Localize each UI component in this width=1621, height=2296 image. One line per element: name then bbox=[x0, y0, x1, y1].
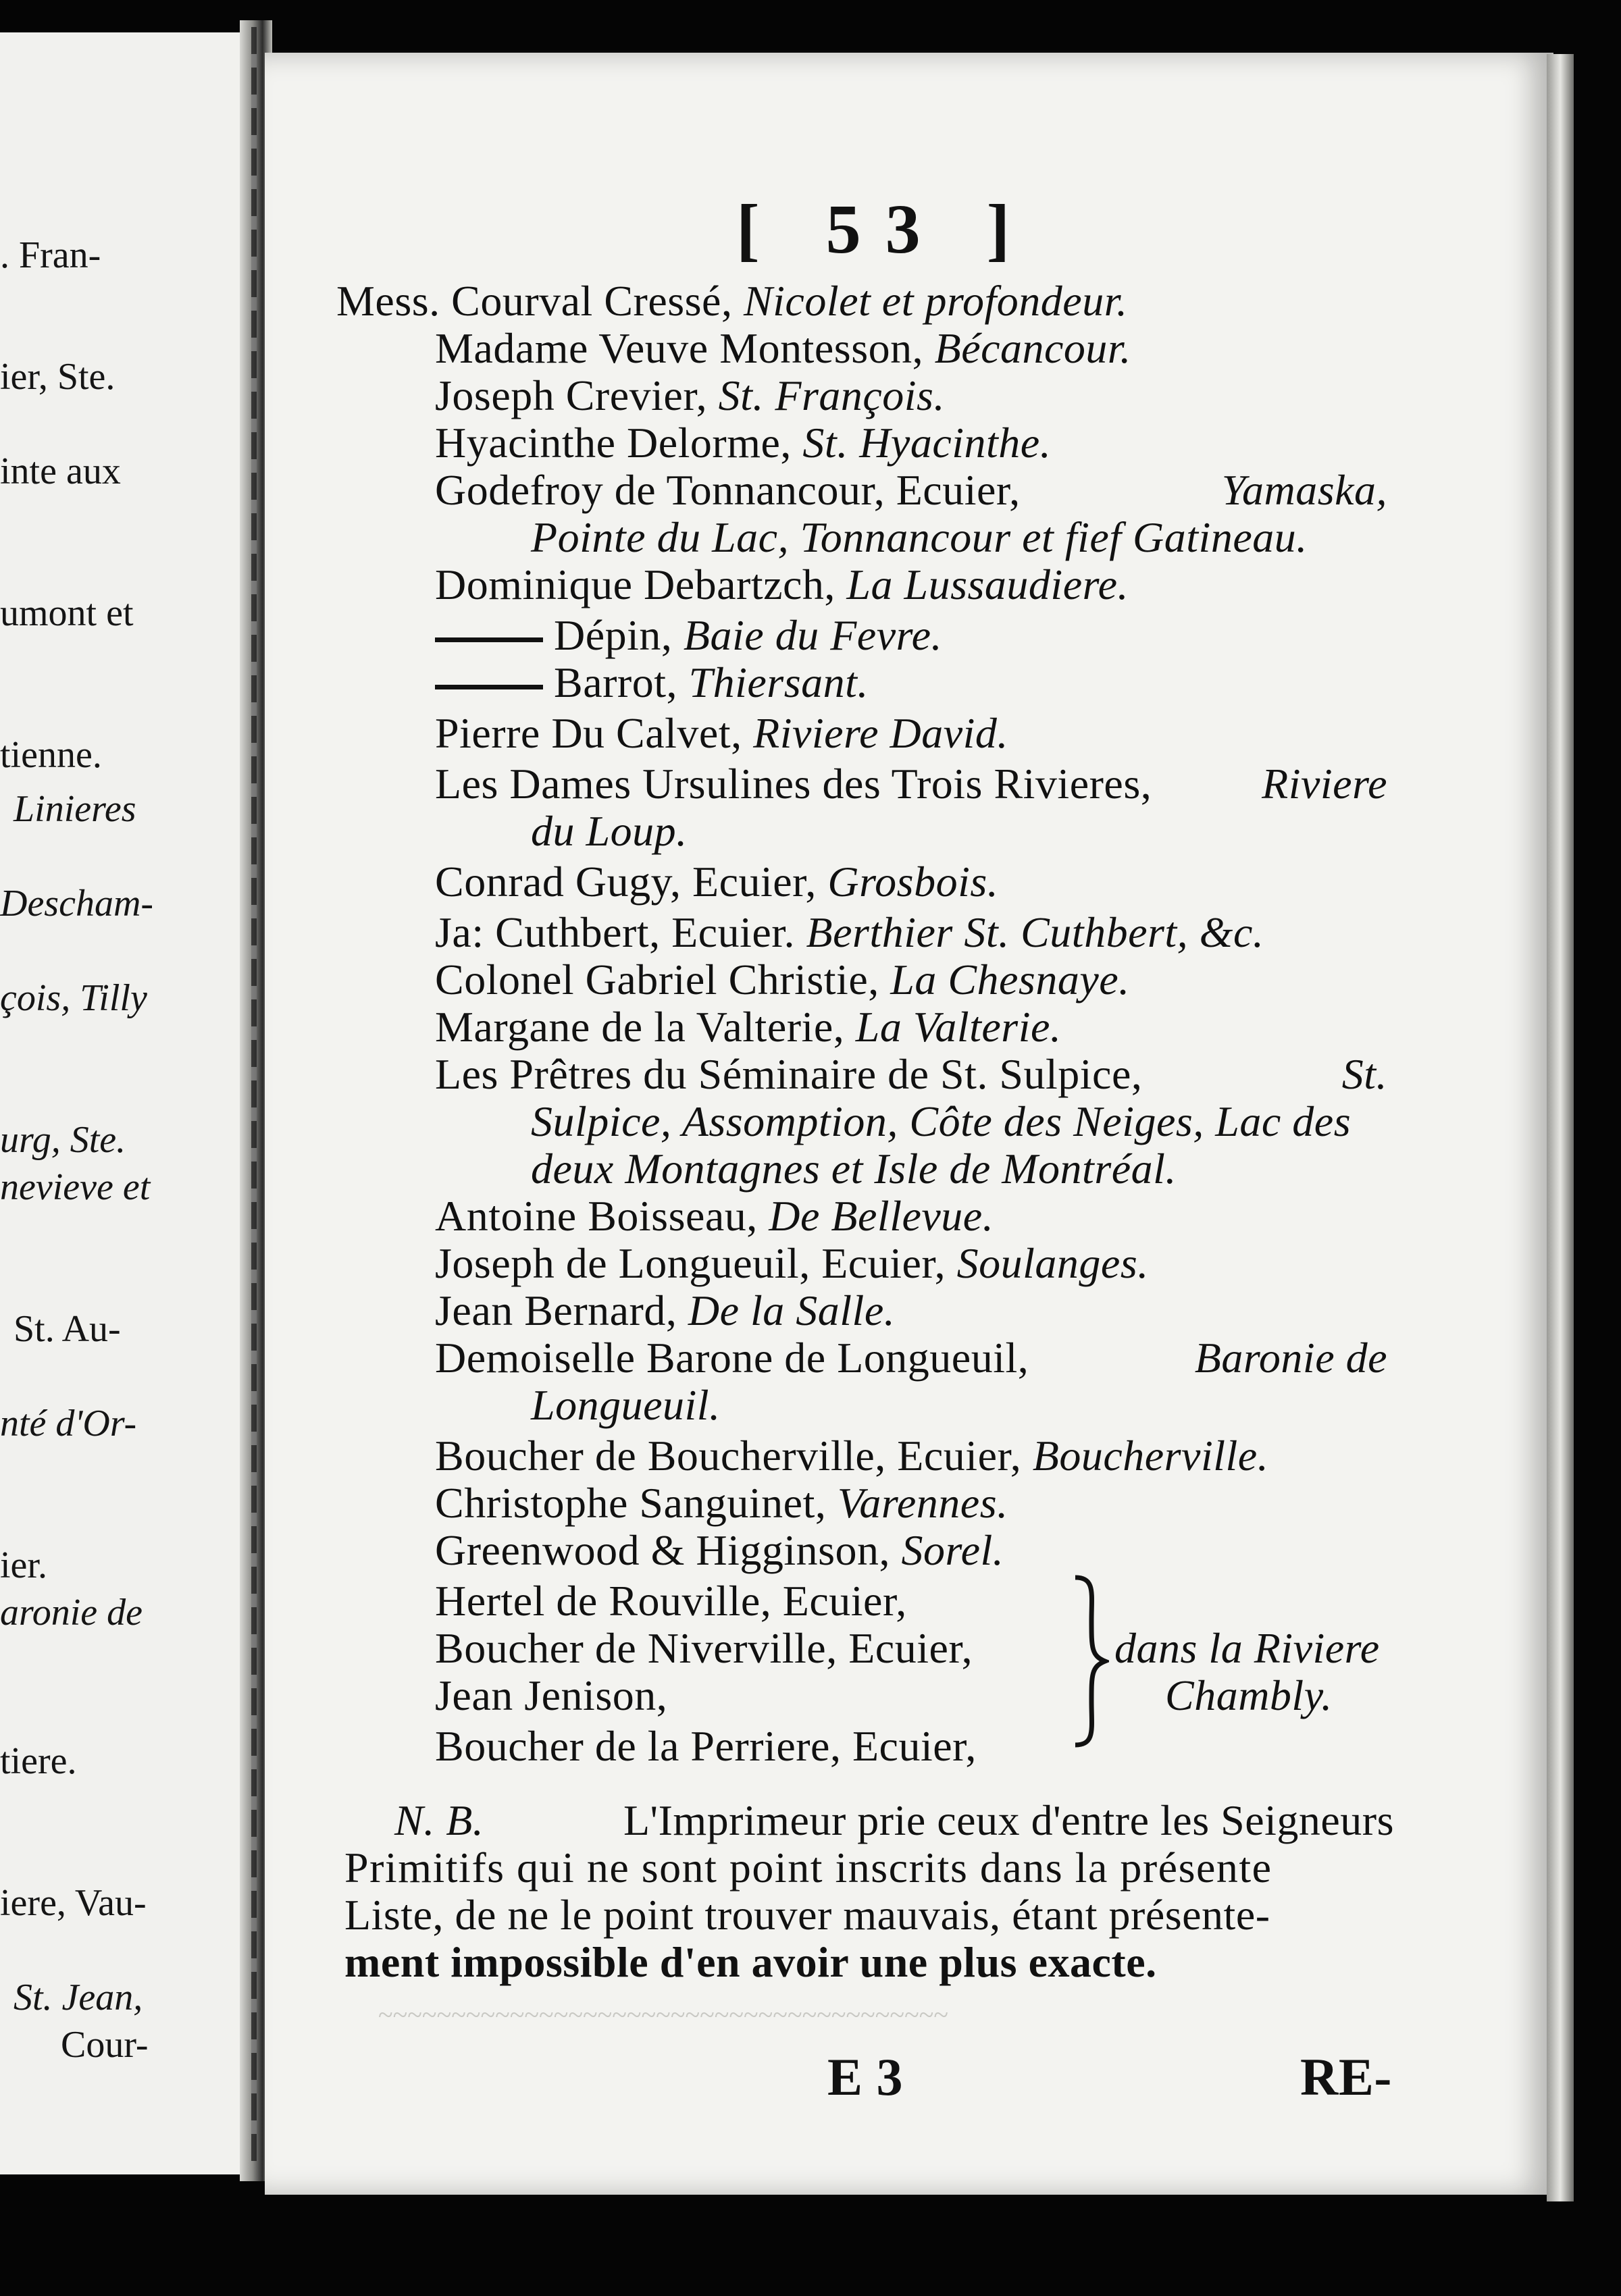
note-label: N. B. bbox=[394, 1796, 484, 1844]
left-page-line: Descham- bbox=[0, 883, 154, 924]
entry-continuation: Sulpice, Assomption, Côte des Neiges, Lac des bbox=[531, 1097, 1352, 1145]
entry-continuation: Pointe du Lac, Tonnancour et fief Gatineau. bbox=[531, 513, 1308, 561]
left-page-line: Cour- bbox=[61, 2024, 149, 2066]
entry-line: Demoiselle Barone de Longueuil, Baronie de bbox=[435, 1334, 1387, 1382]
entry-line: Pierre Du Calvet, Riviere David. bbox=[435, 709, 1008, 757]
catchword: RE- bbox=[1300, 2047, 1392, 2106]
note-line: Liste, de ne le point trouver mauvais, étant présente- bbox=[344, 1891, 1270, 1939]
left-page-line: St. Jean, bbox=[14, 1977, 143, 2018]
note-line: Primitifs qui ne sont point inscrits dans la présente bbox=[344, 1844, 1272, 1891]
entry-line: Colonel Gabriel Christie, La Chesnaye. bbox=[435, 956, 1130, 1003]
entry-line: Dépin, Baie du Fevre. bbox=[435, 611, 942, 660]
left-page-line: St. Au- bbox=[14, 1308, 121, 1350]
entry-continuation: du Loup. bbox=[531, 807, 688, 855]
entry-line: Antoine Boisseau, De Bellevue. bbox=[435, 1192, 994, 1240]
left-page-line: urg, Ste. bbox=[0, 1119, 126, 1161]
entry-line: Joseph de Longueuil, Ecuier, Soulanges. bbox=[435, 1239, 1149, 1287]
left-page-line: Linieres bbox=[14, 788, 136, 830]
ditto-dash bbox=[435, 685, 543, 689]
left-page-line: nevieve et bbox=[0, 1166, 151, 1208]
entry-continuation: deux Montagnes et Isle de Montréal. bbox=[531, 1145, 1177, 1193]
entry-line: Godefroy de Tonnancour, Ecuier, Yamaska, bbox=[435, 466, 1387, 514]
left-page-line: tiere. bbox=[0, 1740, 77, 1782]
entry-continuation: Longueuil. bbox=[531, 1381, 721, 1429]
left-page-line: . Fran- bbox=[0, 234, 101, 276]
curly-brace-icon bbox=[1069, 1573, 1109, 1749]
left-page-line: ier. bbox=[0, 1544, 47, 1586]
left-page-line: ier, Ste. bbox=[0, 356, 115, 398]
entry-line: Greenwood & Higginson, Sorel. bbox=[435, 1526, 1004, 1574]
left-page-line: nté d'Or- bbox=[0, 1403, 137, 1444]
left-page-line: çois, Tilly bbox=[0, 977, 147, 1019]
bracket-group-name: Boucher de la Perriere, Ecuier, bbox=[435, 1722, 977, 1770]
entry-line: Joseph Crevier, St. François. bbox=[435, 371, 945, 419]
entry-line: Christophe Sanguinet, Varennes. bbox=[435, 1479, 1008, 1527]
entry-line: Ja: Cuthbert, Ecuier. Berthier St. Cuthbert, &c. bbox=[435, 908, 1264, 956]
entry-line: Hyacinthe Delorme, St. Hyacinthe. bbox=[435, 419, 1052, 467]
binding-stitch bbox=[251, 27, 257, 2161]
note-line: ment impossible d'en avoir une plus exacte. bbox=[344, 1938, 1157, 1986]
entry-line: Mess. Courval Cressé, Nicolet et profondeur. bbox=[336, 277, 1128, 325]
bracket-group-name: Jean Jenison, bbox=[435, 1671, 668, 1719]
page-number: [ 53 ] bbox=[736, 190, 1035, 268]
ditto-dash bbox=[435, 637, 543, 642]
entry-line: Barrot, Thiersant. bbox=[435, 658, 869, 707]
signature-mark: E 3 bbox=[827, 2047, 904, 2106]
bracket-group-name: Hertel de Rouville, Ecuier, bbox=[435, 1577, 907, 1625]
entry-line: Margane de la Valterie, La Valterie. bbox=[435, 1003, 1062, 1051]
entry-line: Madame Veuve Montesson, Bécancour. bbox=[435, 324, 1131, 372]
entry-line: Les Dames Ursulines des Trois Rivieres, Riviere bbox=[435, 760, 1387, 808]
left-page-line: aronie de bbox=[0, 1592, 143, 1634]
bleed-through: ~~~~~~~~~~~~~~~~~~~~~~~~~~~~~~~~~~~~~~~ bbox=[378, 2000, 948, 2030]
entry-line: Dominique Debartzch, La Lussaudiere. bbox=[435, 560, 1129, 608]
entry-line: Boucher de Boucherville, Ecuier, Boucherville. bbox=[435, 1432, 1269, 1480]
bracket-group-place: dans la Riviere bbox=[1114, 1624, 1380, 1672]
bracket-group-place: Chambly. bbox=[1165, 1671, 1333, 1719]
entry-line: Les Prêtres du Séminaire de St. Sulpice, St. bbox=[435, 1050, 1387, 1098]
left-facing-page bbox=[0, 32, 245, 2174]
entry-line: Conrad Gugy, Ecuier, Grosbois. bbox=[435, 858, 999, 906]
entry-line: Jean Bernard, De la Salle. bbox=[435, 1286, 896, 1334]
left-page-line: iere, Vau- bbox=[0, 1882, 147, 1924]
left-page-line: tienne. bbox=[0, 734, 102, 776]
left-page-line: inte aux bbox=[0, 450, 121, 492]
note-line: N. B. L'Imprimeur prie ceux d'entre les Seigneurs bbox=[394, 1796, 1394, 1844]
left-page-line: umont et bbox=[0, 592, 134, 634]
bracket-group-name: Boucher de Niverville, Ecuier, bbox=[435, 1624, 973, 1672]
page-edge bbox=[1547, 54, 1574, 2201]
